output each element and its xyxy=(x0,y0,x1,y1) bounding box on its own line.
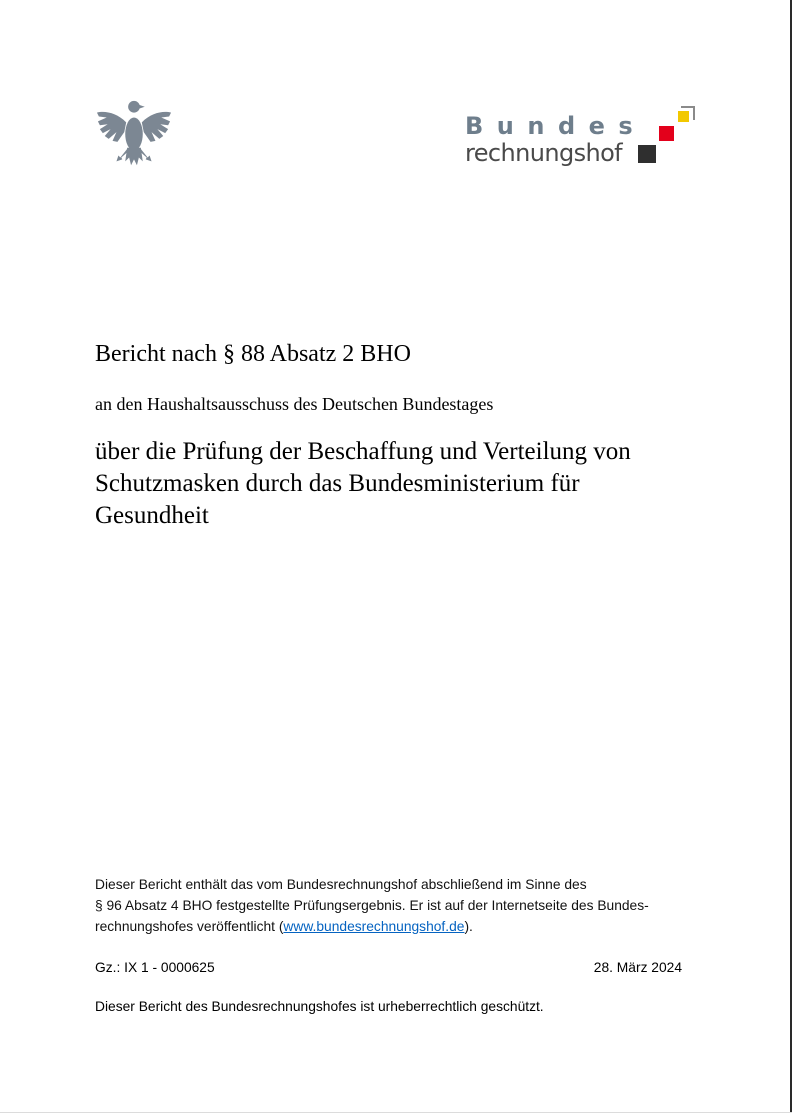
publication-notice xyxy=(95,874,695,937)
federal-eagle-icon xyxy=(95,97,173,175)
notice-text: ). xyxy=(464,919,473,934)
report-date: 28. März 2024 xyxy=(593,960,682,975)
logo-square-red xyxy=(659,126,674,141)
website-link[interactable]: www.bundesrechnungshof.de xyxy=(283,919,465,934)
notice-line xyxy=(95,916,695,937)
bundesrechnungshof-logo xyxy=(462,102,702,177)
logo-text-bundes: Bundes xyxy=(465,112,647,140)
notice-line: § 96 Absatz 4 BHO festgestellte Prüfungsergebnis. Er ist auf der Internetseite des Bundes- xyxy=(95,898,649,913)
notice-line: Dieser Bericht enthält das vom Bundesrechnungshof abschließend im Sinne des xyxy=(95,877,587,892)
report-topic-line: über die Prüfung der Beschaffung und Verteilung von xyxy=(95,438,631,465)
report-topic-line: Gesundheit xyxy=(95,502,209,529)
reference-number: Gz.: IX 1 - 0000625 xyxy=(95,960,215,975)
report-recipient: an den Haushaltsausschuss des Deutschen Bundestages xyxy=(95,394,494,414)
logo-text-rechnungshof: rechnungshof xyxy=(465,139,623,167)
logo-square-yellow xyxy=(678,111,689,122)
logo-square-black xyxy=(638,145,656,163)
report-topic xyxy=(95,436,735,532)
notice-text: rechnungshofes veröffentlicht ( xyxy=(95,919,284,934)
report-title: Bericht nach § 88 Absatz 2 BHO xyxy=(95,341,411,367)
report-topic-line: Schutzmasken durch das Bundesministerium für xyxy=(95,470,580,497)
copyright-notice: Dieser Bericht des Bundesrechnungshofes ist urheberrechtlich geschützt. xyxy=(95,999,544,1014)
